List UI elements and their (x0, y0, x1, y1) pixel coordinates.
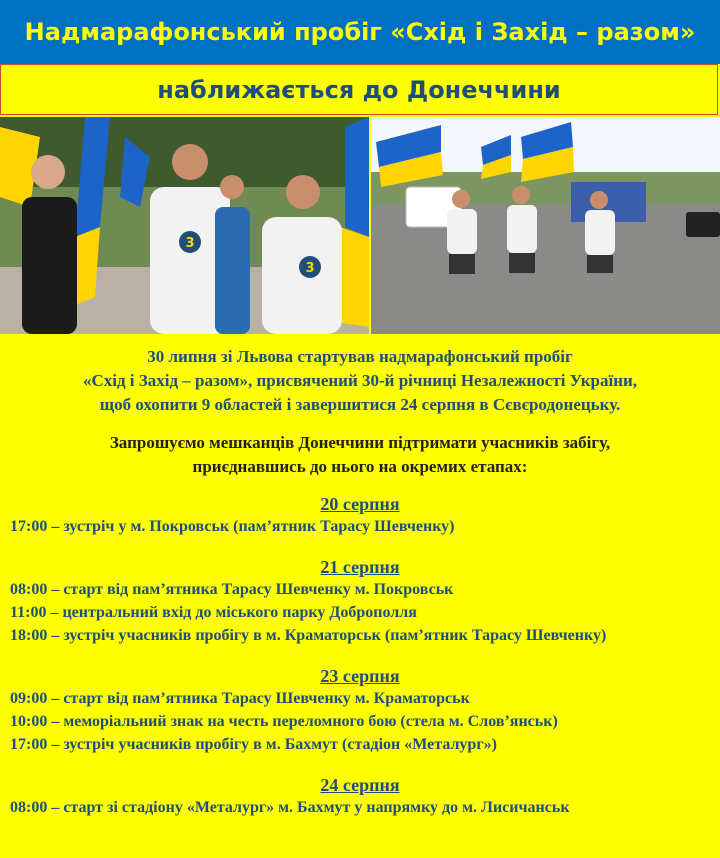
schedule-event: 09:00 – старт від пам’ятника Тарасу Шевченку м. Краматорськ (10, 690, 470, 707)
header-title-banner (0, 0, 720, 64)
schedule-event: 10:00 – меморіальний знак на честь переломного бою (стела м. Слов’янськ) (10, 713, 558, 730)
schedule-day-4 (0, 774, 720, 819)
intro-line: «Схід і Захід – разом», присвячений 30-й річниці Незалежності України, (82, 371, 638, 390)
schedule-day-3 (0, 665, 720, 756)
intro-paragraph (0, 345, 720, 417)
schedule-event: 11:00 – центральний вхід до міського парку Доброполля (10, 604, 417, 621)
shirt-logo-left-2: 3 (305, 261, 315, 276)
schedule-date: 21 серпня (320, 557, 400, 577)
schedule-event: 17:00 – зустріч учасників пробігу в м. Бахмут (стадіон «Металург») (10, 736, 497, 753)
schedule-date: 20 серпня (320, 494, 400, 514)
schedule-day-2 (0, 556, 720, 647)
invite-paragraph (0, 431, 720, 479)
invite-line: Запрошуємо мешканців Донеччини підтримати учасників забігу, (109, 433, 611, 452)
runners-photo-left (0, 117, 369, 334)
schedule-event: 08:00 – старт від пам’ятника Тарасу Шевченку м. Покровськ (10, 581, 454, 598)
schedule-event: 08:00 – старт зі стадіону «Металург» м. Бахмут у напрямку до м. Лисичанськ (10, 799, 570, 816)
header-subtitle-banner (0, 64, 718, 115)
intro-line: щоб охопити 9 областей і завершитися 24 серпня в Сєвєродонецьку. (99, 395, 621, 414)
invite-line: приєднавшись до нього на окремих етапах: (192, 457, 528, 476)
schedule-event: 18:00 – зустріч учасників пробігу в м. Краматорськ (пам’ятник Тарасу Шевченку) (10, 627, 607, 644)
schedule-day-1 (0, 493, 720, 538)
schedule-date: 24 серпня (320, 775, 400, 795)
intro-line: 30 липня зі Львова стартував надмарафонський пробіг (147, 347, 573, 366)
header-title: Надмарафонський пробіг «Схід і Захід – разом» (24, 18, 696, 46)
schedule-date: 23 серпня (320, 666, 400, 686)
runners-photo-right (371, 117, 720, 334)
article-content (0, 345, 720, 819)
schedule-event: 17:00 – зустріч у м. Покровськ (пам’ятник Тарасу Шевченку) (10, 518, 455, 535)
shirt-logo-left: 3 (185, 236, 195, 251)
photo-strip (0, 117, 720, 334)
header-subtitle: наближається до Донеччини (157, 75, 561, 104)
